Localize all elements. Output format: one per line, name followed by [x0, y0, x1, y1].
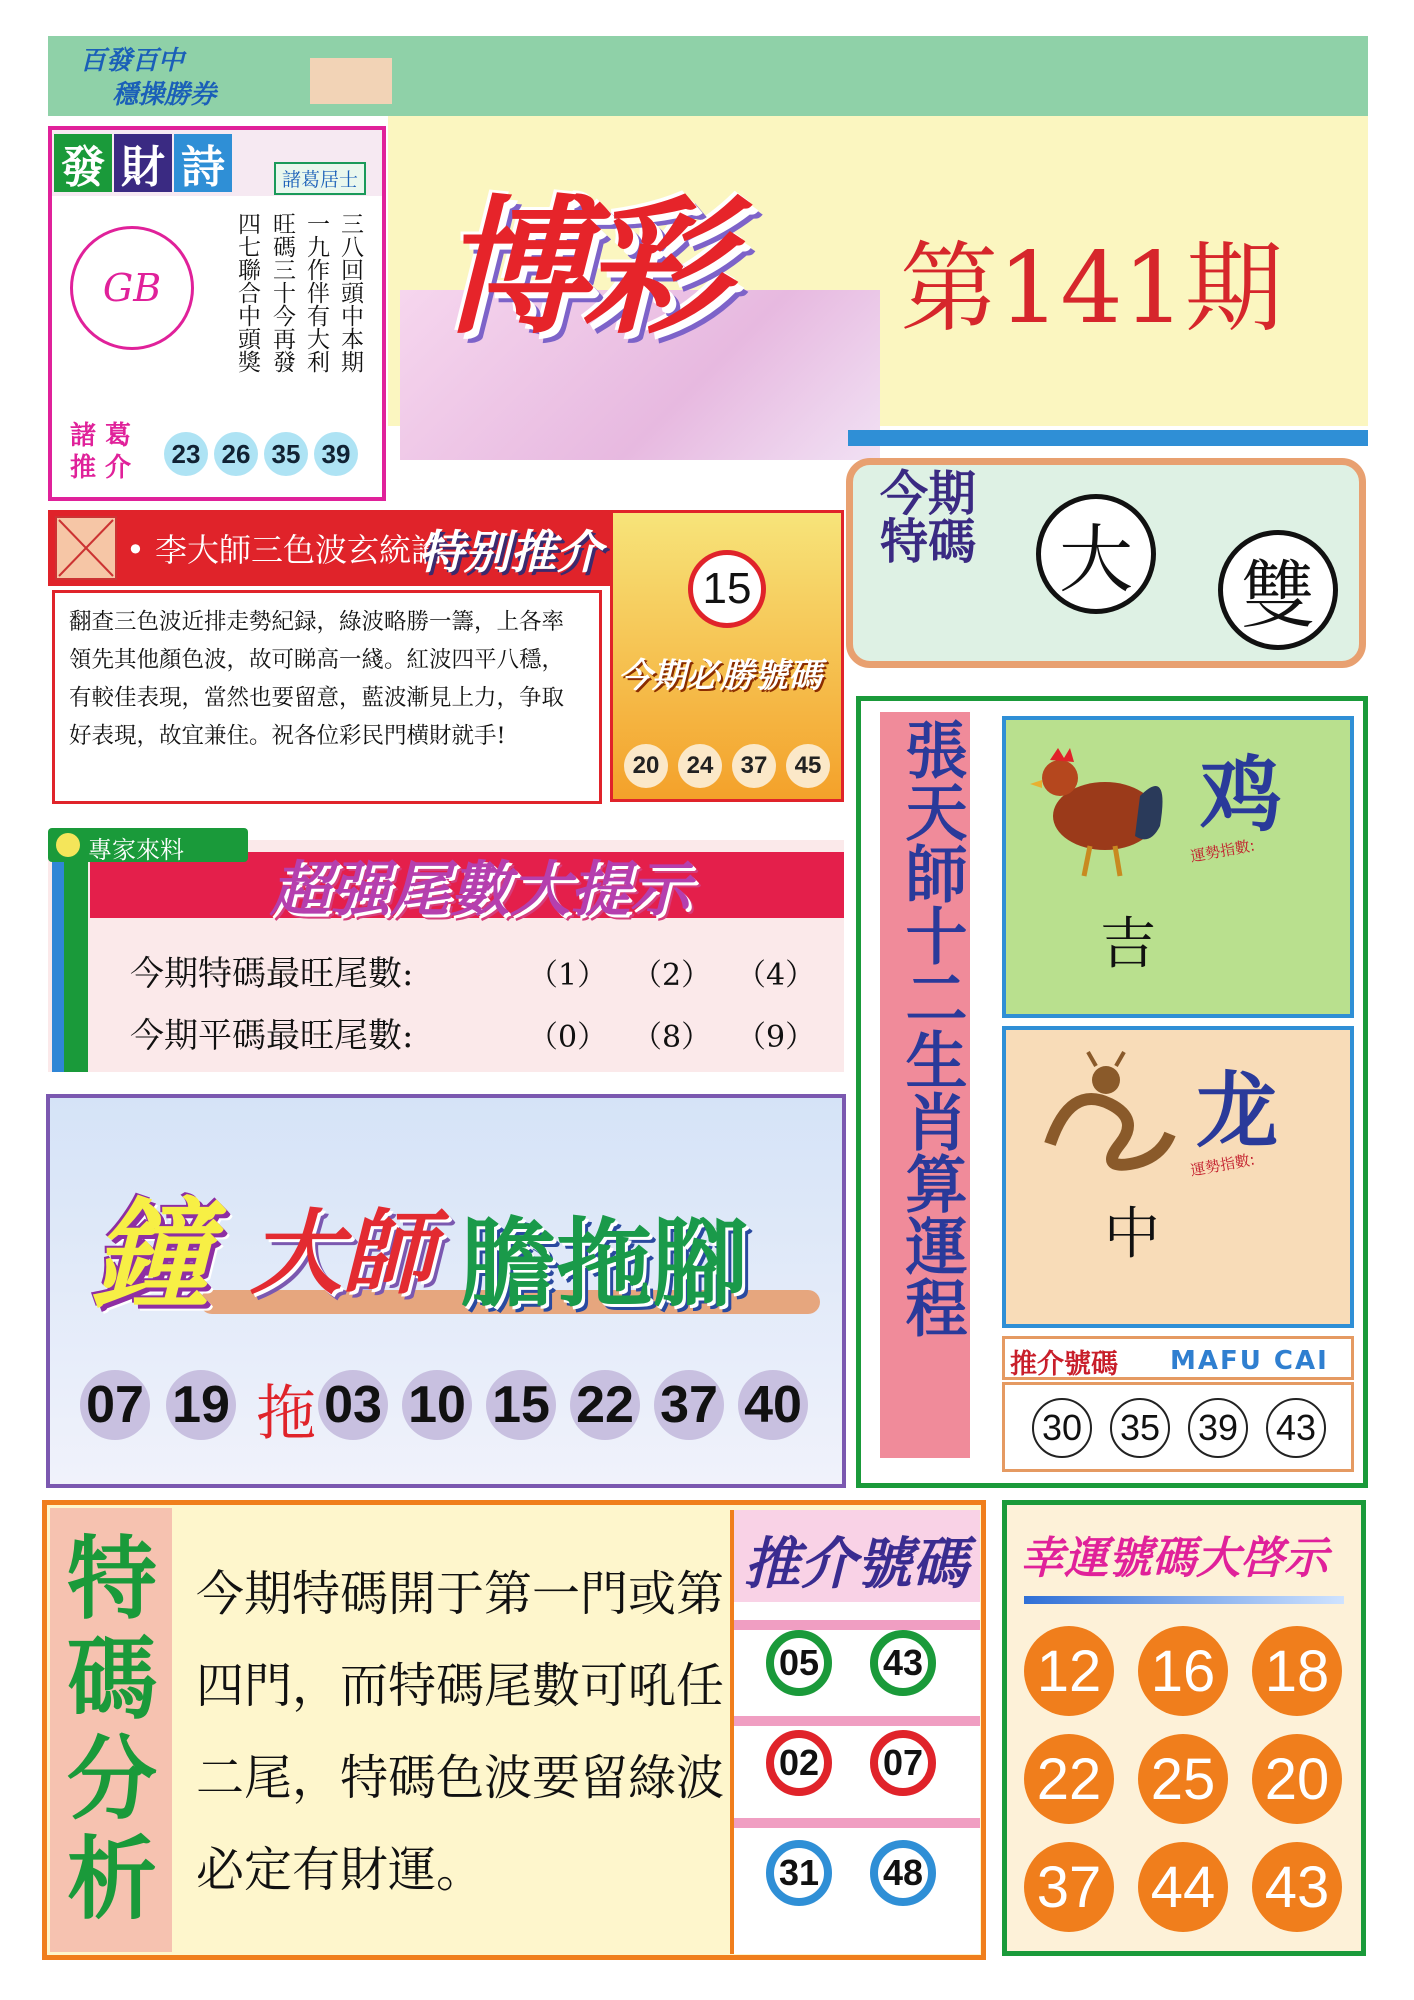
top-band [48, 36, 1368, 116]
recommend-ball: 07 [870, 1730, 936, 1796]
pick-ball: 23 [164, 432, 208, 476]
lucky-ball: 20 [1252, 1734, 1342, 1824]
rooster-name: 鸡 [1200, 748, 1283, 843]
poem-author: 諸葛居士 [274, 162, 366, 195]
dragon-icon [1030, 1044, 1180, 1178]
lucky-title: 幸運號碼大啓示 [1020, 1533, 1328, 1584]
zodiac-pick-ball: 30 [1032, 1398, 1092, 1458]
zhong-ball: 19 [166, 1370, 236, 1440]
tail-number: （1） [528, 958, 608, 993]
zodiac-pick-ball: 39 [1188, 1398, 1248, 1458]
must-win-number: 24 [678, 744, 722, 788]
must-win-number: 45 [786, 744, 830, 788]
must-win-numbers [624, 744, 830, 788]
tema-label: 今期特碼 [880, 466, 977, 570]
dragon-name: 龙 [1196, 1064, 1279, 1159]
lucky-ball: 16 [1138, 1626, 1228, 1716]
poem-column: 一九作伴有大利 [303, 212, 329, 373]
zodiac-title: 張天師十二生肖算運程 [895, 718, 968, 1338]
zhong-ball: 10 [402, 1370, 472, 1440]
page-title: 博彩 [440, 182, 724, 354]
tail-title: 超强尾數大提示 [270, 855, 690, 925]
big-circle: 大 [1036, 494, 1156, 614]
rooster-luck: 吉 [1100, 912, 1156, 977]
lucky-ball: 22 [1024, 1734, 1114, 1824]
lucky-ball: 37 [1024, 1842, 1114, 1932]
pick-ball: 26 [214, 432, 258, 476]
lucky-ball: 43 [1252, 1842, 1342, 1932]
close-icon [55, 516, 117, 580]
must-win-number: 37 [732, 744, 776, 788]
tail-row-label: 今期平碼最旺尾數: [130, 1016, 414, 1056]
tail-number: （2） [632, 958, 712, 993]
tuo-label: 拖 [256, 1379, 316, 1449]
recommend-title: 推介號碼 [744, 1532, 968, 1597]
lucky-ball: 25 [1138, 1734, 1228, 1824]
recommend-ball: 05 [766, 1630, 832, 1696]
zodiac-pick-label: 推介號碼 [1010, 1349, 1118, 1380]
tail-number: （4） [736, 958, 816, 993]
zhong-ball: 07 [80, 1370, 150, 1440]
even-circle: 雙 [1218, 530, 1338, 650]
poem-title-char: 發 [54, 134, 112, 192]
lucky-underline [1024, 1596, 1344, 1604]
lucky-ball: 44 [1138, 1842, 1228, 1932]
poem-column: 四七聯合中頭獎 [234, 212, 260, 373]
must-win-label: 今期必勝號碼 [618, 656, 822, 696]
blue-divider [848, 430, 1368, 446]
pick-ball: 35 [264, 432, 308, 476]
zodiac-pick-ball: 43 [1266, 1398, 1326, 1458]
tail-row-label: 今期特碼最旺尾數: [130, 954, 414, 994]
zhong-ball: 40 [738, 1370, 808, 1440]
poem-column: 三八回頭中本期 [337, 212, 363, 373]
zhong-ball: 03 [318, 1370, 388, 1440]
tail-number: （8） [632, 1020, 712, 1055]
lucky-ball: 18 [1252, 1626, 1342, 1716]
recommend-stripe [734, 1818, 980, 1828]
recommend-ball: 02 [766, 1730, 832, 1796]
zhuge-pick-label: 諸 葛 推 介 [70, 421, 132, 483]
zhong-ball: 37 [654, 1370, 724, 1440]
dantuo-title: 膽拖腳 [460, 1208, 748, 1320]
tail-number: （0） [528, 1020, 608, 1055]
analysis-body: 今期特碼開于第一門或第四門，而特碼尾數可吼任二尾，特碼色波要留綠波必定有財運。 [196, 1566, 725, 1898]
poem-column: 旺碼三十今再發 [269, 212, 295, 373]
zhuge-pick-numbers [164, 432, 358, 476]
special-label: 特别推介 [418, 525, 602, 579]
recommend-stripe [734, 1620, 980, 1630]
li-dashi-body: 翻查三色波近排走勢紀録，綠波略勝一籌，上各率領先其他顏色波，故可睇高一綫。紅波四平八穩，有較佳表現，當然也要留意，藍波漸見上力，争取好表現，故宜兼住。祝各位彩民門横財就手! [52, 590, 602, 804]
recommend-ball: 43 [870, 1630, 936, 1696]
brand-label: MAFU CAI [1170, 1346, 1329, 1376]
must-win-ball: 15 [688, 550, 766, 628]
must-win-number: 20 [624, 744, 668, 788]
expert-tab: 專家來料 [48, 828, 248, 862]
analysis-label: 特碼分析 [67, 1527, 157, 1932]
luck-index-label: 運勢指數: [1189, 1150, 1257, 1180]
issue-number: 第141期 [900, 232, 1284, 346]
zodiac-pick-ball: 35 [1110, 1398, 1170, 1458]
slogan-line2: 穩操勝券 [112, 80, 217, 110]
pick-ball: 39 [314, 432, 358, 476]
dragon-luck: 中 [1104, 1202, 1160, 1267]
recommend-stripe [734, 1716, 980, 1726]
tan-box [310, 58, 392, 104]
luck-index-label: 運勢指數: [1189, 836, 1257, 866]
lucky-ball: 12 [1024, 1626, 1114, 1716]
tail-side-bar [52, 860, 88, 1072]
dashi-title: 大師 [250, 1200, 435, 1307]
recommend-ball: 31 [766, 1840, 832, 1906]
signature-seal: GB [70, 226, 194, 350]
rooster-icon [1020, 736, 1170, 890]
poem-title-char: 詩 [174, 134, 232, 192]
zhong-ball: 22 [570, 1370, 640, 1440]
zhong-title: 鐘 [90, 1187, 210, 1326]
tail-number: （9） [736, 1020, 816, 1055]
slogan-line1: 百發百中 [80, 46, 185, 76]
li-dashi-title: • 李大師三色波玄統論 [126, 531, 444, 569]
recommend-ball: 48 [870, 1840, 936, 1906]
zhong-ball: 15 [486, 1370, 556, 1440]
poem-title-char: 財 [114, 134, 172, 192]
